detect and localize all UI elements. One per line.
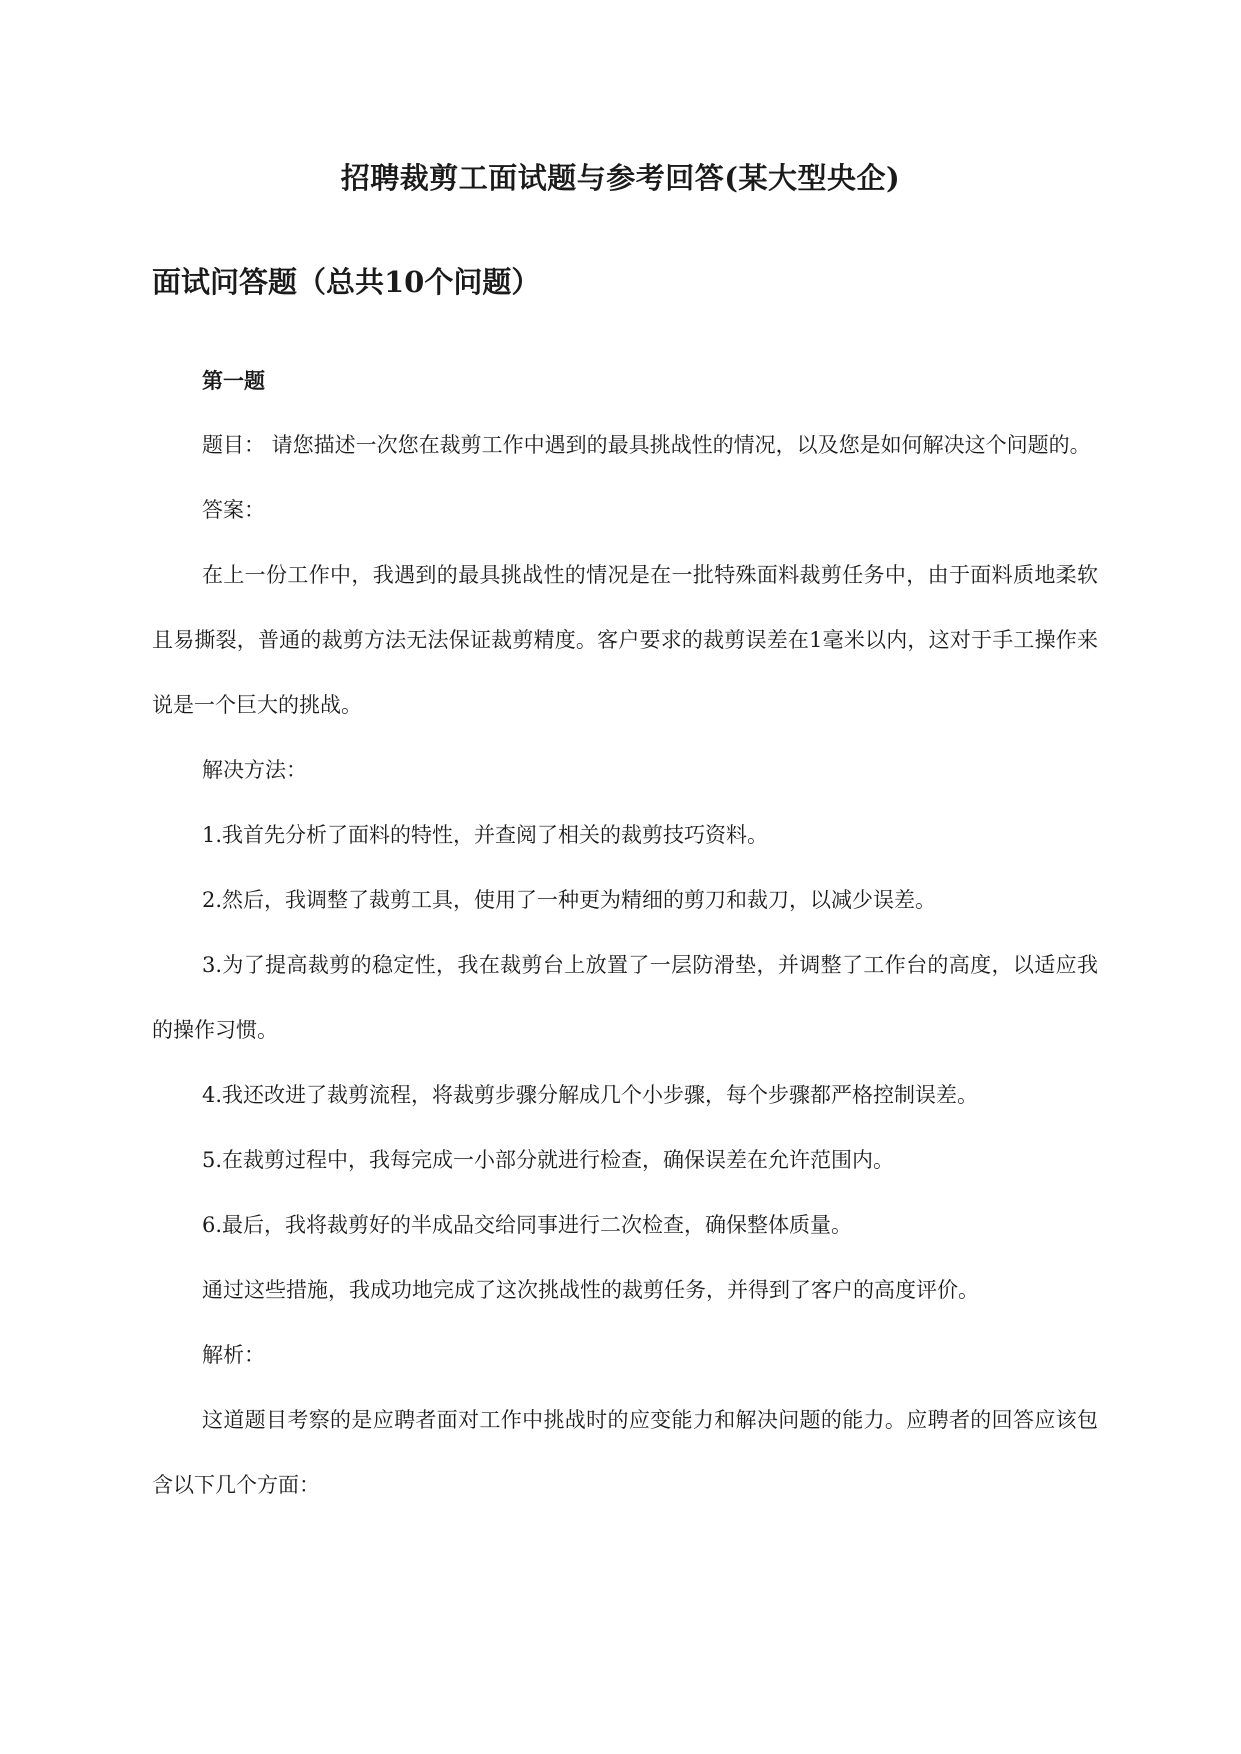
analysis-text: 这道题目考察的是应聘者面对工作中挑战时的应变能力和解决问题的能力。应聘者的回答应该包含以下几个方面： bbox=[152, 1408, 1098, 1497]
document-body bbox=[152, 348, 1098, 1518]
solution-step: 2.然后，我调整了裁剪工具，使用了一种更为精细的剪刀和裁刀，以减少误差。 bbox=[202, 888, 937, 912]
solution-step: 1.我首先分析了面料的特性，并查阅了相关的裁剪技巧资料。 bbox=[202, 823, 769, 847]
question-label: 第一题 bbox=[202, 368, 265, 393]
analysis-label: 解析： bbox=[202, 1343, 265, 1367]
question-prompt: 题目： 请您描述一次您在裁剪工作中遇到的最具挑战性的情况，以及您是如何解决这个问题的。 bbox=[202, 433, 1091, 457]
solution-step: 5.在裁剪过程中，我每完成一小部分就进行检查，确保误差在允许范围内。 bbox=[202, 1148, 895, 1172]
answer-intro: 在上一份工作中，我遇到的最具挑战性的情况是在一批特殊面料裁剪任务中，由于面料质地柔软且易撕裂，普通的裁剪方法无法保证裁剪精度。客户要求的裁剪误差在1毫米以内，这对于手工操作来说是一个巨大的挑战。 bbox=[152, 563, 1098, 717]
document-title: 招聘裁剪工面试题与参考回答(某大型央企) bbox=[340, 161, 901, 195]
answer-label: 答案： bbox=[202, 498, 265, 522]
solution-step: 4.我还改进了裁剪流程，将裁剪步骤分解成几个小步骤，每个步骤都严格控制误差。 bbox=[202, 1083, 979, 1107]
solution-label: 解决方法： bbox=[202, 758, 307, 782]
solution-step: 3.为了提高裁剪的稳定性，我在裁剪台上放置了一层防滑垫，并调整了工作台的高度，以适应我的操作习惯。 bbox=[152, 953, 1098, 1042]
answer-conclusion: 通过这些措施，我成功地完成了这次挑战性的裁剪任务，并得到了客户的高度评价。 bbox=[202, 1278, 979, 1302]
section-heading: 面试问答题（总共10个问题） bbox=[152, 265, 541, 299]
solution-step: 6.最后，我将裁剪好的半成品交给同事进行二次检查，确保整体质量。 bbox=[202, 1213, 853, 1237]
